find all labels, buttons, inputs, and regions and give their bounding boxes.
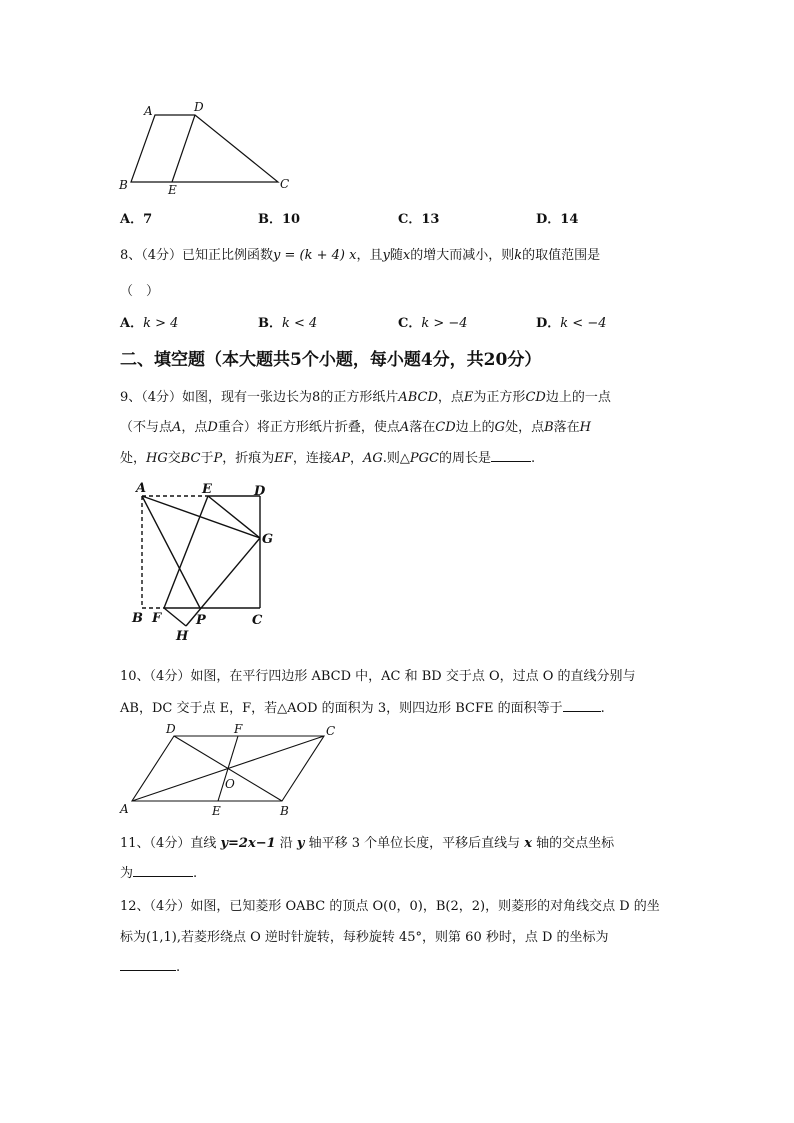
q9-l2-c: 重合）将正方形纸片折叠，使点 xyxy=(217,420,400,435)
q7-option-b[interactable]: B．10 xyxy=(258,212,301,227)
segment-fh xyxy=(164,608,186,626)
q9-l2-D: D xyxy=(207,420,218,435)
label-c: C xyxy=(252,613,263,628)
q8-x: x xyxy=(402,248,411,263)
q9-l3-h: 的周长是 xyxy=(438,451,491,466)
q10-line-2 xyxy=(120,697,605,716)
q9-l3-e: ，连接 xyxy=(292,451,332,466)
q9-l2-G: G xyxy=(494,420,506,435)
label-g: G xyxy=(262,532,274,547)
q9-l3-f: ， xyxy=(349,451,363,466)
label-e: E xyxy=(168,183,177,197)
q10-l2-end: . xyxy=(600,701,605,716)
label-d: D xyxy=(166,722,176,736)
q9-l1-cd: CD xyxy=(525,390,546,405)
q11-l1-a: 11、（4分）直线 xyxy=(120,836,221,851)
q8-option-b-expr: k < 4 xyxy=(282,316,318,331)
q9-line-2 xyxy=(120,416,591,435)
q8-prefix: 8、（4分）已知正比例函数 xyxy=(120,248,274,263)
q9-l2-H: H xyxy=(579,420,591,435)
label-e: E xyxy=(212,804,221,818)
q8-question xyxy=(120,244,600,263)
q9-l3-HG: HG xyxy=(146,451,168,466)
q12-line-3 xyxy=(120,958,180,975)
q9-l1-b: 的正方形纸片 xyxy=(320,390,399,405)
q8-y: y xyxy=(382,248,390,263)
q9-l3-d: ，折痕为 xyxy=(222,451,275,466)
q9-l1-f: 边上的一点 xyxy=(545,390,611,405)
q9-line-1 xyxy=(120,386,611,405)
q8-option-c[interactable] xyxy=(398,312,468,331)
q11-l1-d: 轴的交点坐标 xyxy=(532,836,615,851)
q10-line-1: 10、（4分）如图，在平行四边形 ABCD 中，AC 和 BD 交于点 O，过点 O 的直线分别与 xyxy=(120,669,636,684)
segment-de xyxy=(172,115,195,182)
q7-trapezoid-figure xyxy=(110,98,300,198)
label-a: A xyxy=(120,802,129,816)
q9-l2-e: 边上的 xyxy=(455,420,495,435)
label-b: B xyxy=(119,178,128,192)
q9-l3-AP: AP xyxy=(331,451,350,466)
q11-answer-blank[interactable] xyxy=(133,864,193,877)
q11-x: x xyxy=(524,836,533,851)
q8-option-c-letter: C． xyxy=(398,316,422,331)
q9-l2-g: 落在 xyxy=(553,420,580,435)
q9-answer-blank[interactable] xyxy=(491,449,531,462)
q8-middle2: 随 xyxy=(389,248,403,263)
q11-l1-c: 轴平移 3 个单位长度，平移后直线与 xyxy=(304,836,525,851)
q11-y: y xyxy=(296,836,305,851)
q9-l3-a: 处， xyxy=(120,451,147,466)
q9-folded-square-figure xyxy=(128,478,288,646)
q9-l3-c: 于 xyxy=(200,451,214,466)
q9-l2-f: 处，点 xyxy=(505,420,545,435)
label-a: A xyxy=(136,481,147,496)
q7-option-d[interactable]: D．14 xyxy=(536,212,579,227)
q12-answer-blank[interactable] xyxy=(120,958,176,971)
q8-k: k xyxy=(514,248,523,263)
q8-middle3: 的增大而减小，则 xyxy=(410,248,515,263)
q9-l1-c: ，点 xyxy=(437,390,464,405)
q9-l2-A2: A xyxy=(399,420,410,435)
q8-option-d-expr: k < −4 xyxy=(560,316,607,331)
q9-l2-B: B xyxy=(544,420,554,435)
label-b: B xyxy=(280,804,289,818)
q9-l3-end: . xyxy=(531,451,536,466)
q12-line-1: 12、（4分）如图，已知菱形 OABC 的顶点 O(0，0)，B(2，2)，则菱形的对角线交点 D 的坐 xyxy=(120,899,660,914)
q9-l2-b: ，点 xyxy=(181,420,208,435)
q8-option-d[interactable] xyxy=(536,312,606,331)
label-c: C xyxy=(326,724,336,738)
q9-l3-AG: AG xyxy=(362,451,383,466)
q11-line-2 xyxy=(120,862,197,881)
q11-l2-text: 为 xyxy=(120,866,134,881)
trapezoid-outline xyxy=(131,115,278,182)
q11-l1-b: 沿 xyxy=(275,836,297,851)
q9-l2-A: A xyxy=(172,420,182,435)
q8-paren: （ ） xyxy=(120,284,160,299)
q9-l3-b: 交 xyxy=(167,451,181,466)
q9-l1-e: E xyxy=(463,390,474,405)
label-a: A xyxy=(144,104,153,118)
q10-answer-blank[interactable] xyxy=(563,699,601,712)
section-fill-in-title: 二、填空题（本大题共5个小题，每小题4分，共20分） xyxy=(120,350,542,370)
q10-l2-text: AB，DC 交于点 E，F，若△AOD 的面积为 3，则四边形 BCFE 的面积等于 xyxy=(120,701,563,716)
q9-l1-abcd: ABCD xyxy=(398,390,438,405)
q9-l3-BC: BC xyxy=(180,451,201,466)
q8-option-d-letter: D． xyxy=(536,316,561,331)
label-d: D xyxy=(194,100,204,114)
label-f: F xyxy=(234,722,243,736)
q9-l1-a: 9、（4分）如图，现有一张边长为 xyxy=(120,390,313,405)
q8-option-a-letter: A． xyxy=(120,316,144,331)
q10-parallelogram-figure xyxy=(112,722,344,820)
label-h: H xyxy=(176,629,189,644)
label-o: O xyxy=(225,777,235,791)
label-c: C xyxy=(280,177,290,191)
q11-line-1 xyxy=(120,832,614,851)
q8-option-c-expr: k > −4 xyxy=(421,316,468,331)
q9-l1-8: 8 xyxy=(312,390,321,405)
segment-ef xyxy=(218,736,238,801)
q7-option-a[interactable]: A．7 xyxy=(120,212,153,227)
q9-l2-d: 落在 xyxy=(409,420,436,435)
q9-line-3 xyxy=(120,447,535,466)
q11-l2-end: . xyxy=(193,866,198,881)
q12-l3-end: . xyxy=(176,960,181,975)
q9-l2-a: （不与点 xyxy=(120,420,173,435)
q8-option-a-expr: k > 4 xyxy=(143,316,179,331)
q8-option-a[interactable] xyxy=(120,312,178,331)
q9-l3-g: .则 xyxy=(382,451,400,466)
label-f: F xyxy=(152,611,162,626)
q9-l3-P: P xyxy=(213,451,223,466)
q8-option-b-letter: B． xyxy=(258,316,282,331)
q7-option-c[interactable]: C．13 xyxy=(398,212,440,227)
q8-middle: ，且 xyxy=(356,248,383,263)
q11-expr: y=2x−1 xyxy=(220,836,276,851)
label-d: D xyxy=(254,484,266,499)
q8-option-b[interactable] xyxy=(258,312,317,331)
q9-l3-PGC: △PGC xyxy=(399,451,439,466)
q9-l2-CD: CD xyxy=(435,420,456,435)
q12-line-2: 标为(1,1),若菱形绕点 O 逆时针旋转，每秒旋转 45°，则第 60 秒时，点 D 的坐标为 xyxy=(120,930,609,945)
q9-l1-d: 为正方形 xyxy=(473,390,526,405)
label-p: P xyxy=(196,613,206,628)
label-e: E xyxy=(202,482,212,497)
segment-eg xyxy=(208,496,260,538)
q9-l3-EF: EF xyxy=(274,451,293,466)
q8-function: y = (k + 4) x xyxy=(273,248,357,263)
label-b: B xyxy=(132,611,143,626)
q8-suffix: 的取值范围是 xyxy=(522,248,601,263)
